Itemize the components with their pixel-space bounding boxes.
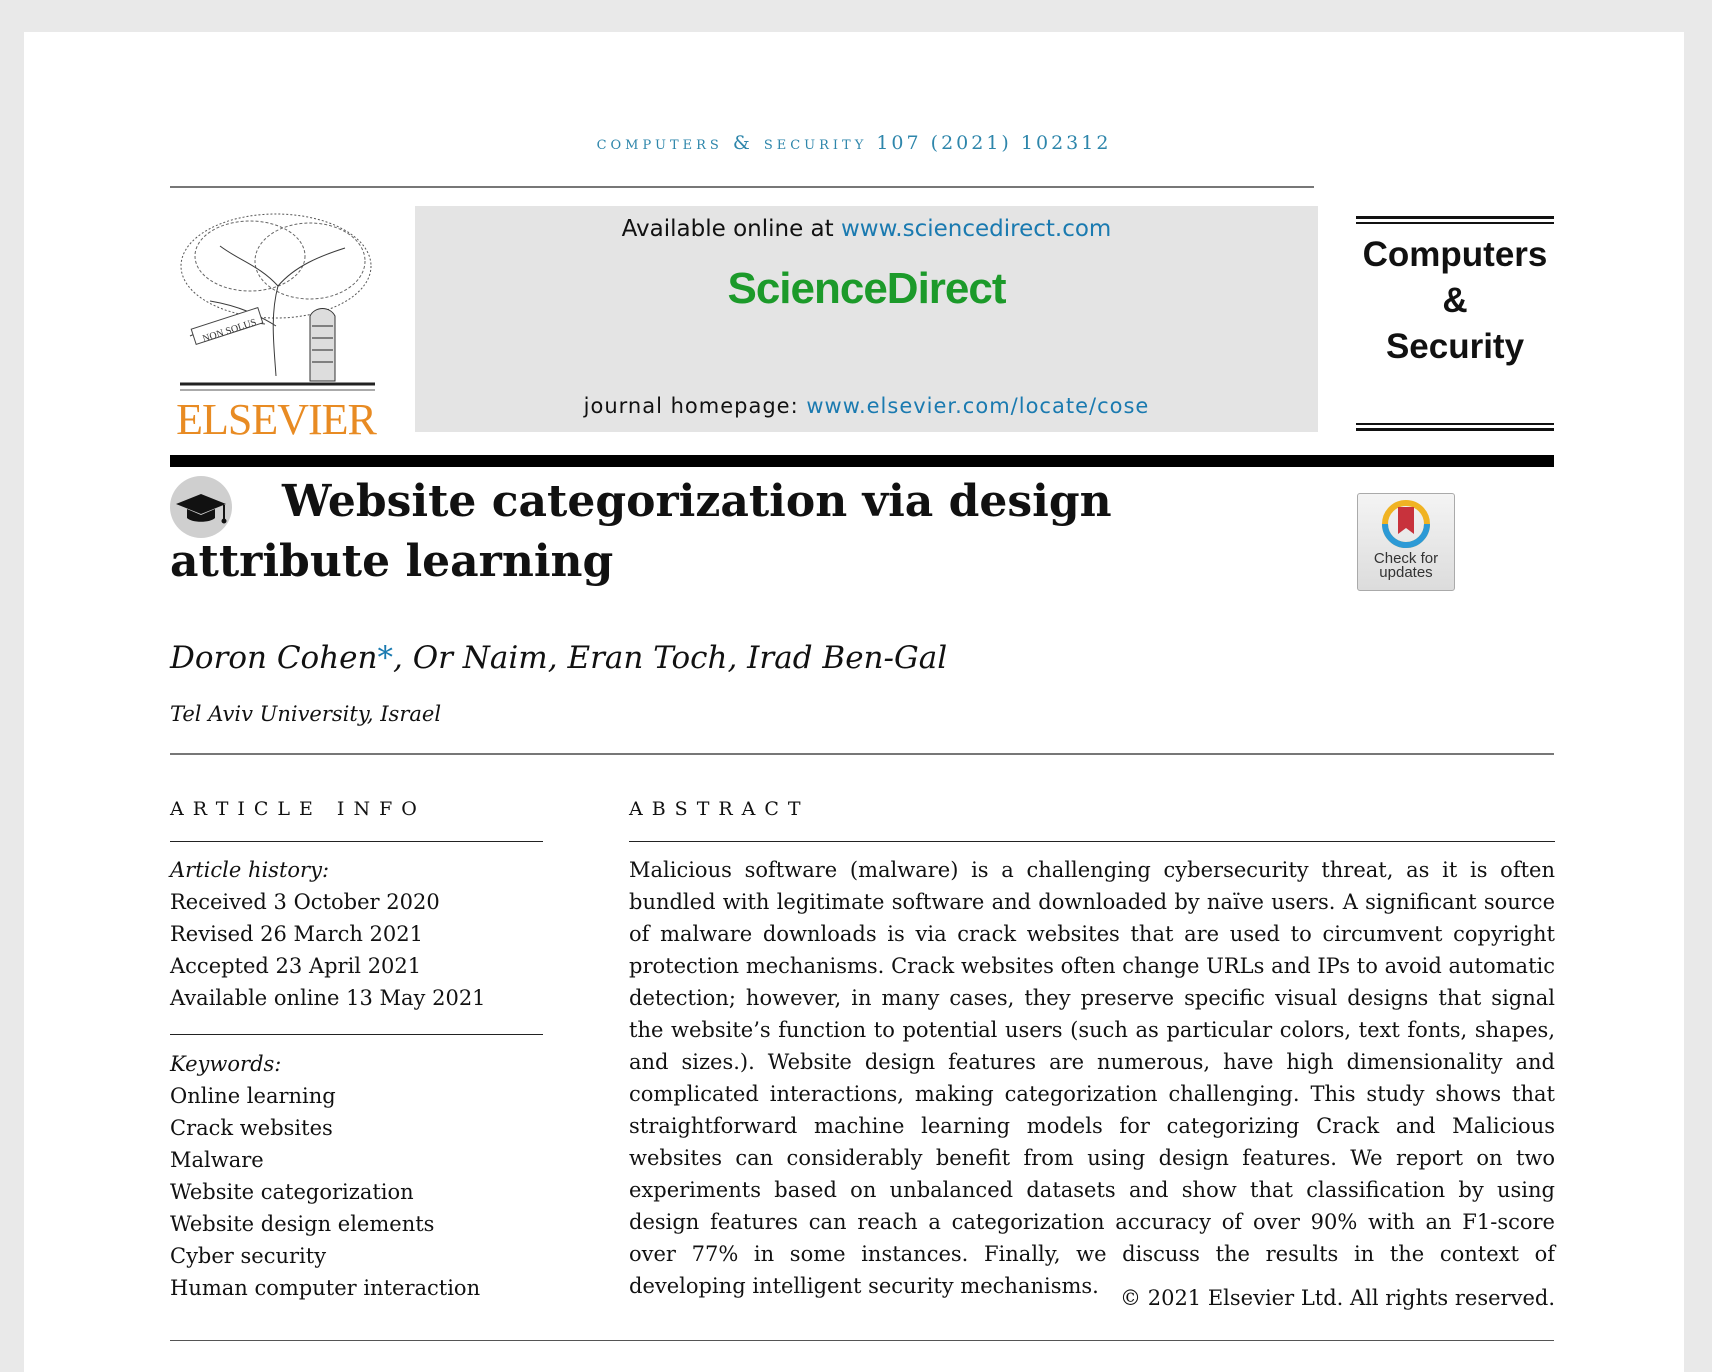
- keyword-item: Website categorization: [170, 1180, 414, 1204]
- journal-title-line-1: Computers: [1362, 235, 1548, 274]
- abstract-rule: [629, 841, 1555, 842]
- available-prefix: Available online at: [621, 216, 841, 242]
- check-updates-icon: [1358, 494, 1454, 556]
- article-history-label: Article history:: [170, 858, 330, 882]
- author-name[interactable]: Eran Toch: [567, 640, 728, 676]
- journal-title-line-3: Security: [1385, 327, 1525, 366]
- homepage-prefix: journal homepage:: [583, 394, 807, 418]
- keyword-item: Website design elements: [170, 1212, 435, 1236]
- keywords-label: Keywords:: [170, 1052, 282, 1076]
- abstract-heading: ABSTRACT: [629, 798, 810, 820]
- front-matter-bottom-rule: [170, 1340, 1554, 1341]
- keyword-item: Cyber security: [170, 1244, 327, 1268]
- check-for-updates-line-1: Check for: [1373, 550, 1439, 567]
- sciencedirect-logo[interactable]: ScienceDirect: [727, 264, 1006, 313]
- article-info-rule: [170, 841, 543, 842]
- keywords-rule: [170, 1034, 543, 1035]
- journal-title-rule-bottom-1: [1356, 423, 1554, 425]
- author-name[interactable]: Doron Cohen: [170, 640, 378, 676]
- abstract-text: Malicious software (malware) is a challenging cybersecurity threat, as it is often bundled with legitimate software and downloaded by naïve users. A significant source of malware downloads is via crack websites that are used to circumvent copyright protection mechanisms. Crack websites often change URLs and IPs to avoid automatic detection; however, in many cases, they preserve specific visual designs that signal the website’s function to potential users (such as particular colors, text fonts, shapes, and sizes.). Website design features are numerous, have high dimensionality and complicated interactions, making categorization challenging. This study shows that straightforward machine learning models for categorizing Crack and Malicious websites can considerably benefit from using design features. We report on two experiments based on unbalanced datasets and show that classification by using design features can reach a categorization accuracy of over 90% with an F1-score over 77% in some instances. Finally, we discuss the results in the context of developing intelligent security mechanisms.: [629, 858, 1555, 1298]
- affiliation: Tel Aviv University, Israel: [170, 702, 442, 726]
- journal-title-line-2: &: [1442, 281, 1468, 320]
- article-number: 102312: [1020, 132, 1112, 154]
- history-accepted: Accepted 23 April 2021: [170, 954, 422, 978]
- elsevier-wordmark: ELSEVIER: [176, 395, 376, 444]
- tree-illustration: [170, 206, 382, 396]
- journal-title-rule-top-2: [1356, 222, 1554, 224]
- journal-title-rule-top-1: [1356, 216, 1554, 219]
- author-list: [170, 640, 947, 676]
- history-available-online: Available online 13 May 2021: [170, 986, 486, 1010]
- article-title: [170, 472, 1300, 592]
- journal-volume: 107: [876, 132, 922, 154]
- article-history: [170, 854, 550, 1014]
- history-received: Received 3 October 2020: [170, 890, 440, 914]
- journal-year: (2021): [930, 132, 1012, 154]
- author-name[interactable]: Or Naim: [412, 640, 548, 676]
- journal-title: [1356, 232, 1554, 370]
- sciencedirect-link[interactable]: www.sciencedirect.com: [840, 216, 1112, 242]
- journal-name: computers & security: [596, 132, 868, 154]
- author-block-rule: [170, 753, 1554, 755]
- journal-title-rule-bottom-2: [1356, 428, 1554, 431]
- corresponding-author-mark[interactable]: *: [377, 640, 393, 676]
- keyword-item: Malware: [170, 1148, 264, 1172]
- journal-homepage-line: [415, 394, 1318, 418]
- article-info-heading: ARTICLE INFO: [170, 798, 426, 820]
- logo-motto: NON SOLUS: [201, 317, 258, 345]
- keyword-item: Human computer interaction: [170, 1276, 481, 1300]
- header-rule: [170, 186, 1314, 188]
- history-revised: Revised 26 March 2021: [170, 922, 424, 946]
- running-head: [24, 132, 1684, 154]
- author-separator: ,: [547, 640, 568, 676]
- masthead-thick-rule: [170, 455, 1554, 467]
- copyright-notice: © 2021 Elsevier Ltd. All rights reserved.: [1120, 1286, 1555, 1310]
- keyword-item: Online learning: [170, 1084, 336, 1108]
- available-online-line: [415, 216, 1318, 242]
- keyword-item: Crack websites: [170, 1116, 333, 1140]
- check-for-updates-line-2: updates: [1379, 564, 1433, 581]
- article-title-text: Website categorization via design attribute learning: [170, 476, 1112, 587]
- keywords: [170, 1048, 550, 1304]
- paper-page: [24, 32, 1684, 1372]
- author-separator: ,: [727, 640, 748, 676]
- journal-homepage-link[interactable]: www.elsevier.com/locate/cose: [806, 394, 1150, 418]
- author-name[interactable]: Irad Ben-Gal: [747, 640, 948, 676]
- author-separator: ,: [392, 640, 413, 676]
- check-for-updates-label: [1357, 552, 1455, 580]
